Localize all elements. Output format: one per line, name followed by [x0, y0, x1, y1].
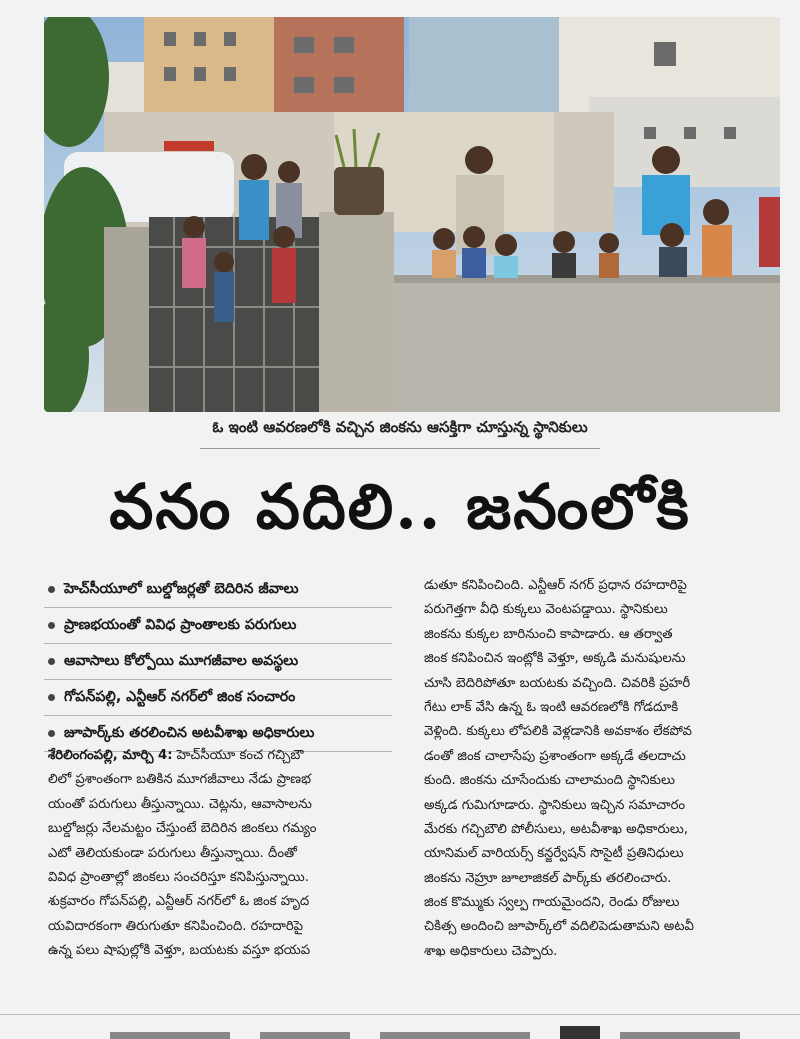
highlight-item	[44, 572, 392, 608]
headline: వనం వదిలి.. జనంలోకి	[109, 470, 691, 543]
bullet-icon	[48, 622, 55, 629]
body-line: డుతూ కనిపించింది. ఎన్టీఆర్ నగర్ ప్రధాన రహదారిపై	[424, 578, 687, 593]
body-line: యంతో పరుగులు తీస్తున్నాయి. చెట్లను, ఆవాసాలను	[48, 796, 312, 812]
body-line: లిలో ప్రశాంతంగా బతికిన మూగజీవాలు నేడు ప్రాణభ	[48, 772, 311, 788]
body-line: యవిదారకంగా తిరుగుతూ కనిపించింది. రహదారిపై	[48, 918, 304, 934]
page-divider	[0, 1014, 800, 1015]
body-line: చికిత్స అందించి జూపార్క్‌లో వదిలిపెడుతామని అటవీ	[424, 919, 694, 935]
body-line: శుక్రవారం గోపన్‌పల్లి, ఎన్టీఆర్ నగర్‌లో ఓ జింక హృద	[48, 894, 310, 910]
body-line: జింకను నెహ్రూ జూలాజికల్ పార్క్‌కు తరలించారు.	[424, 870, 672, 886]
article-body-left	[48, 744, 396, 964]
body-line: గేటు లాక్ వేసి ఉన్న ఓ ఇంటి ఆవరణలోకి గోడదూకి	[424, 699, 679, 715]
body-line: జింక కొమ్ముకు స్వల్ప గాయమైందని, రెండు రోజులు	[424, 895, 680, 911]
cropped-next-article	[20, 1024, 780, 1039]
highlight-text: గోపన్‌పల్లి, ఎన్టీఆర్ నగర్‌లో జింక సంచారం	[64, 689, 296, 705]
bullet-icon	[48, 730, 55, 737]
article-body-right	[424, 574, 780, 964]
body-line: జింకను కుక్కల బారినుంచి కాపాడారు. ఆ తర్వాత	[424, 626, 673, 642]
body-line: కుంది. జింకను చూసేందుకు చాలామంది స్థానికులు	[424, 773, 675, 789]
body-line: వెళ్లింది. కుక్కలు లోపలికి వెళ్లడానికి అవకాశం లేకపోవ	[424, 724, 692, 740]
highlight-item	[44, 608, 392, 644]
body-text: హెచ్‌సీయూ కంచ గచ్చిబౌ	[172, 748, 304, 763]
body-line: పరుగెత్తగా వీధి కుక్కలు వెంటపడ్డాయి. స్థానికులు	[424, 602, 668, 618]
highlight-text: ప్రాణభయంతో వివిధ ప్రాంతాలకు పరుగులు	[64, 617, 297, 633]
highlight-text: ఆవాసాలు కోల్పోయి మూగజీవాల అవస్థలు	[64, 653, 299, 669]
body-line: యానిమల్ వారియర్స్ కన్జర్వేషన్ సొసైటీ ప్రతినిధులు	[424, 846, 684, 862]
bullet-icon	[48, 694, 55, 701]
news-photo	[44, 17, 780, 412]
highlight-item	[44, 644, 392, 680]
body-line: బుల్డోజర్లు నేలమట్టం చేస్తుంటే బెదిరిన జింకలు గమ్యం	[48, 821, 317, 837]
body-line: జింక కనిపించిన ఇంట్లోకి వెళ్తూ, అక్కడి మనుషులను	[424, 651, 686, 667]
body-line: అక్కడ గుమిగూడారు. స్థానికులు ఇచ్చిన సమాచారం	[424, 797, 686, 813]
caption-divider	[200, 448, 600, 449]
cropped-text-fragments	[20, 1024, 780, 1039]
photo-caption: ఓ ఇంటి ఆవరణలోకి వచ్చిన జింకను ఆసక్తిగా చూస్తున్న స్థానికులు	[212, 418, 588, 436]
body-line: చూసి బెదిరిపోతూ బయటకు వచ్చింది. చివరికి ప్రహరీ	[424, 675, 691, 691]
photo-illustration	[44, 17, 780, 412]
body-line: ఉన్న పలు షాపుల్లోకి వెళ్తూ, బయటకు వస్తూ భయప	[48, 943, 311, 959]
dateline: శేరిలింగంపల్లి, మార్చి 4:	[48, 748, 173, 763]
body-line: శాఖ అధికారులు చెప్పారు.	[424, 943, 558, 959]
body-line	[48, 744, 396, 768]
bullet-icon	[48, 586, 55, 593]
highlight-text: జూపార్క్‌కు తరలించిన అటవీశాఖ అధికారులు	[64, 725, 315, 741]
highlights-list	[44, 572, 392, 752]
highlight-item	[44, 680, 392, 716]
highlight-text: హెచ్‌సీయూలో బుల్డోజర్లతో బెదిరిన జీవాలు	[64, 581, 299, 597]
body-line: మేరకు గచ్చిబౌలి పోలీసులు, అటవీశాఖ అధికారులు,	[424, 821, 688, 837]
body-line: ఎటో తెలియకుండా పరుగులు తీస్తున్నాయి. దీంతో	[48, 845, 297, 861]
body-line: డంతో జింక చాలాసేపు ప్రశాంతంగా అక్కడే తలదాచు	[424, 748, 686, 764]
bullet-icon	[48, 658, 55, 665]
body-line: వివిధ ప్రాంతాల్లో జింకలు సంచరిస్తూ కనిపిస్తున్నాయి.	[48, 869, 309, 885]
